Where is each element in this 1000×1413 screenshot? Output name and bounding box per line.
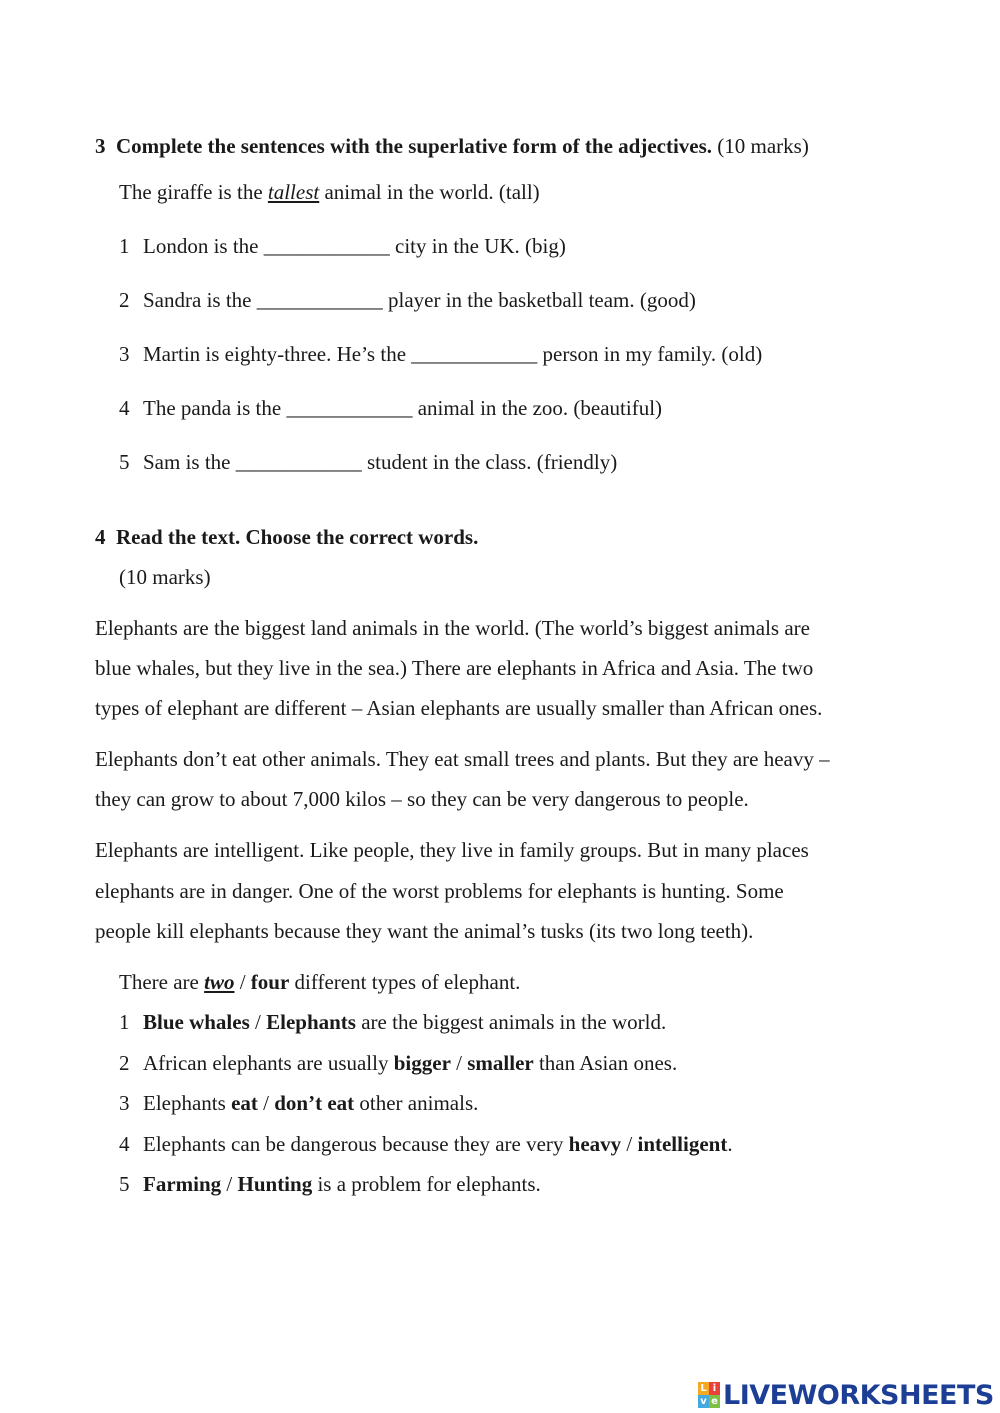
item-text-after: . xyxy=(727,1132,733,1156)
item-number: 4 xyxy=(119,396,130,420)
section-3-marks: (10 marks) xyxy=(717,134,809,158)
section-4-instruction: Read the text. Choose the correct words. xyxy=(116,525,479,549)
section-4-item-1 xyxy=(119,1012,666,1033)
section-4-number: 4 xyxy=(95,525,106,549)
example-text-after: animal in the world. (tall) xyxy=(324,180,540,204)
item-text-before: The panda is the xyxy=(143,396,282,420)
section-4-item-5 xyxy=(119,1174,541,1195)
answer-blank[interactable]: ____________ xyxy=(286,396,413,420)
item-text-after: other animals. xyxy=(359,1091,479,1115)
item-text-before: Elephants xyxy=(143,1091,226,1115)
item-text-after: is a problem for elephants. xyxy=(317,1172,541,1196)
item-number: 5 xyxy=(119,450,130,474)
option-separator: / xyxy=(255,1010,261,1034)
section-4-heading xyxy=(95,527,478,548)
option-separator: / xyxy=(239,970,246,994)
section-3-heading xyxy=(95,136,809,157)
answer-blank[interactable]: ____________ xyxy=(256,288,383,312)
reading-text-line: blue whales, but they live in the sea.) There are elephants in Africa and Asia. The two xyxy=(95,656,814,680)
reading-text-line: Elephants don’t eat other animals. They eat small trees and plants. But they are heavy – xyxy=(95,747,830,771)
example-text-before: There are xyxy=(119,970,199,994)
answer-blank[interactable]: ____________ xyxy=(411,342,538,366)
item-text-before: London is the xyxy=(143,234,259,258)
item-number: 1 xyxy=(119,1010,130,1034)
logo-text: LIVEWORKSHEETS xyxy=(723,1379,994,1411)
section-4-item-3 xyxy=(119,1093,478,1114)
item-number: 4 xyxy=(119,1132,130,1156)
reading-text-line: Elephants are intelligent. Like people, they live in family groups. But in many places xyxy=(95,838,809,862)
option-1[interactable]: Blue whales xyxy=(143,1010,250,1034)
option-2[interactable]: smaller xyxy=(467,1051,534,1075)
item-text-before: African elephants are usually xyxy=(143,1051,389,1075)
item-text-after: animal in the zoo. (beautiful) xyxy=(417,396,663,420)
item-number: 5 xyxy=(119,1172,130,1196)
item-text-before: Sam is the xyxy=(143,450,231,474)
item-text-after: city in the UK. (big) xyxy=(395,234,566,258)
logo-mark-letter: L xyxy=(698,1382,709,1395)
example-answer: tallest xyxy=(267,180,320,204)
reading-text-line: people kill elephants because they want the animal’s tusks (its two long teeth). xyxy=(95,919,754,943)
item-text-after: person in my family. (old) xyxy=(542,342,763,366)
answer-blank[interactable]: ____________ xyxy=(235,450,362,474)
section-4-marks: (10 marks) xyxy=(119,565,211,589)
example-text-before: The giraffe is the xyxy=(119,180,263,204)
section-4-example xyxy=(119,972,520,993)
section-4-item-4 xyxy=(119,1134,733,1155)
section-3-number: 3 xyxy=(95,134,106,158)
option-separator: / xyxy=(626,1132,633,1156)
item-text-after: are the biggest animals in the world. xyxy=(361,1010,667,1034)
item-number: 1 xyxy=(119,234,130,258)
item-text-after: than Asian ones. xyxy=(538,1051,678,1075)
logo-mark-letter: i xyxy=(709,1382,720,1395)
logo-mark-letter: e xyxy=(709,1395,720,1408)
logo-mark-letter: v xyxy=(698,1395,709,1408)
item-text-before: Sandra is the xyxy=(143,288,252,312)
option-2[interactable]: Hunting xyxy=(237,1172,313,1196)
item-number: 2 xyxy=(119,1051,130,1075)
option-separator: / xyxy=(263,1091,269,1115)
section-3-example xyxy=(119,182,540,203)
section-3-item-5 xyxy=(119,452,617,473)
answer-blank[interactable]: ____________ xyxy=(263,234,390,258)
item-text-before: Martin is eighty-three. He’s the xyxy=(143,342,407,366)
item-number: 2 xyxy=(119,288,130,312)
example-option-2[interactable]: four xyxy=(250,970,290,994)
option-1[interactable]: bigger xyxy=(393,1051,451,1075)
section-3-item-4 xyxy=(119,398,662,419)
item-number: 3 xyxy=(119,342,130,366)
logo-mark-icon xyxy=(698,1382,720,1408)
option-1[interactable]: eat xyxy=(231,1091,258,1115)
item-number: 3 xyxy=(119,1091,130,1115)
reading-text-line: they can grow to about 7,000 kilos – so they can be very dangerous to people. xyxy=(95,787,749,811)
option-separator: / xyxy=(226,1172,233,1196)
option-2[interactable]: don’t eat xyxy=(274,1091,355,1115)
section-3-item-2 xyxy=(119,290,696,311)
reading-text-line: elephants are in danger. One of the worst problems for elephants is hunting. Some xyxy=(95,879,784,903)
section-4-item-2 xyxy=(119,1053,677,1074)
item-text-after: student in the class. (friendly) xyxy=(367,450,618,474)
reading-text-line: types of elephant are different – Asian elephants are usually smaller than African ones. xyxy=(95,696,823,720)
option-1[interactable]: heavy xyxy=(568,1132,622,1156)
item-text-after: player in the basketball team. (good) xyxy=(387,288,696,312)
example-option-1[interactable]: two xyxy=(204,970,235,994)
option-2[interactable]: Elephants xyxy=(266,1010,356,1034)
section-3-item-1 xyxy=(119,236,566,257)
option-1[interactable]: Farming xyxy=(143,1172,222,1196)
option-separator: / xyxy=(456,1051,462,1075)
liveworksheets-logo xyxy=(698,1378,994,1412)
section-3-instruction: Complete the sentences with the superlative form of the adjectives. xyxy=(116,134,713,158)
item-text-before: Elephants can be dangerous because they are very xyxy=(143,1132,564,1156)
example-text-after: different types of elephant. xyxy=(294,970,521,994)
section-3-item-3 xyxy=(119,344,762,365)
reading-text-line: Elephants are the biggest land animals in the world. (The world’s biggest animals are xyxy=(95,616,810,640)
option-2[interactable]: intelligent xyxy=(637,1132,728,1156)
